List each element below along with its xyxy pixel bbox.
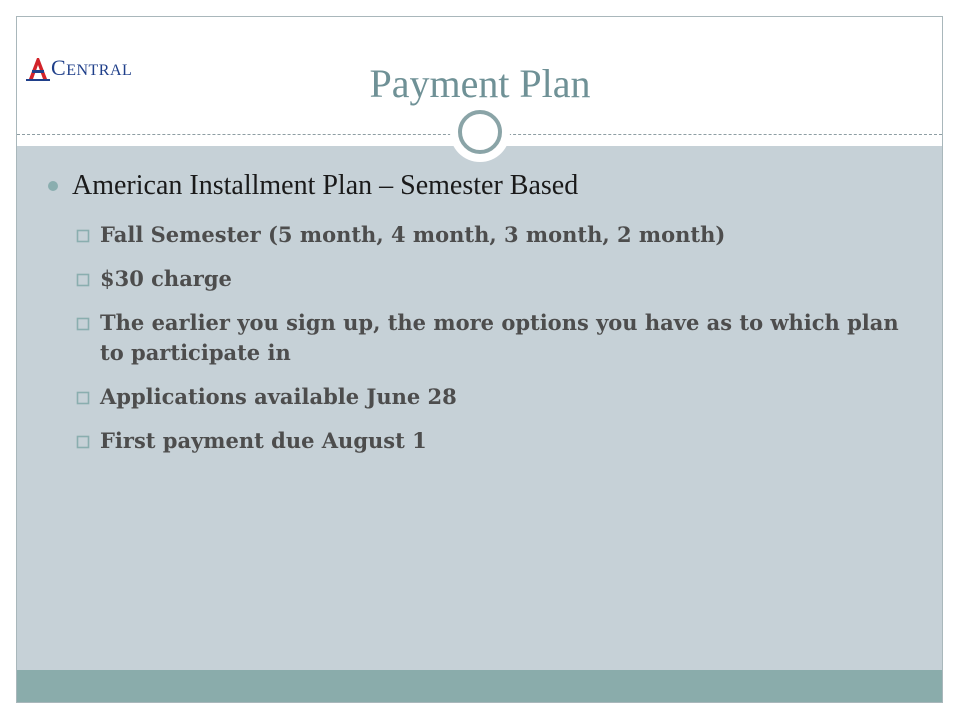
- square-bullet-icon: [76, 273, 90, 287]
- divider-circle-icon: [458, 110, 502, 154]
- square-bullet-icon: [76, 391, 90, 405]
- bullet-dot-icon: [48, 181, 58, 191]
- sub-bullet-text: Applications available June 28: [100, 384, 457, 409]
- sub-bullet-text: $30 charge: [100, 266, 232, 291]
- logo-text-large: C: [51, 55, 67, 80]
- bottom-band: [17, 670, 942, 702]
- square-bullet-icon: [76, 229, 90, 243]
- square-bullet-icon: [76, 317, 90, 331]
- main-bullet-text: American Installment Plan – Semester Based: [72, 170, 579, 201]
- slide-title: Payment Plan: [369, 61, 591, 106]
- sub-bullet-item: [76, 426, 916, 456]
- sub-bullet-item: [76, 308, 916, 368]
- sub-bullet-text: First payment due August 1: [100, 428, 427, 453]
- sub-bullet-item: [76, 264, 916, 294]
- sub-bullet-item: [76, 382, 916, 412]
- sub-bullet-item: [76, 220, 916, 250]
- logo-text-small: ENTRAL: [66, 62, 133, 79]
- sub-bullet-text: The earlier you sign up, the more options you have as to which plan to participate in: [100, 310, 899, 365]
- sub-bullet-text: Fall Semester (5 month, 4 month, 3 month, 2 month): [100, 222, 726, 247]
- sub-bullet-list: [76, 220, 916, 470]
- square-bullet-icon: [76, 435, 90, 449]
- main-bullet: [48, 168, 578, 204]
